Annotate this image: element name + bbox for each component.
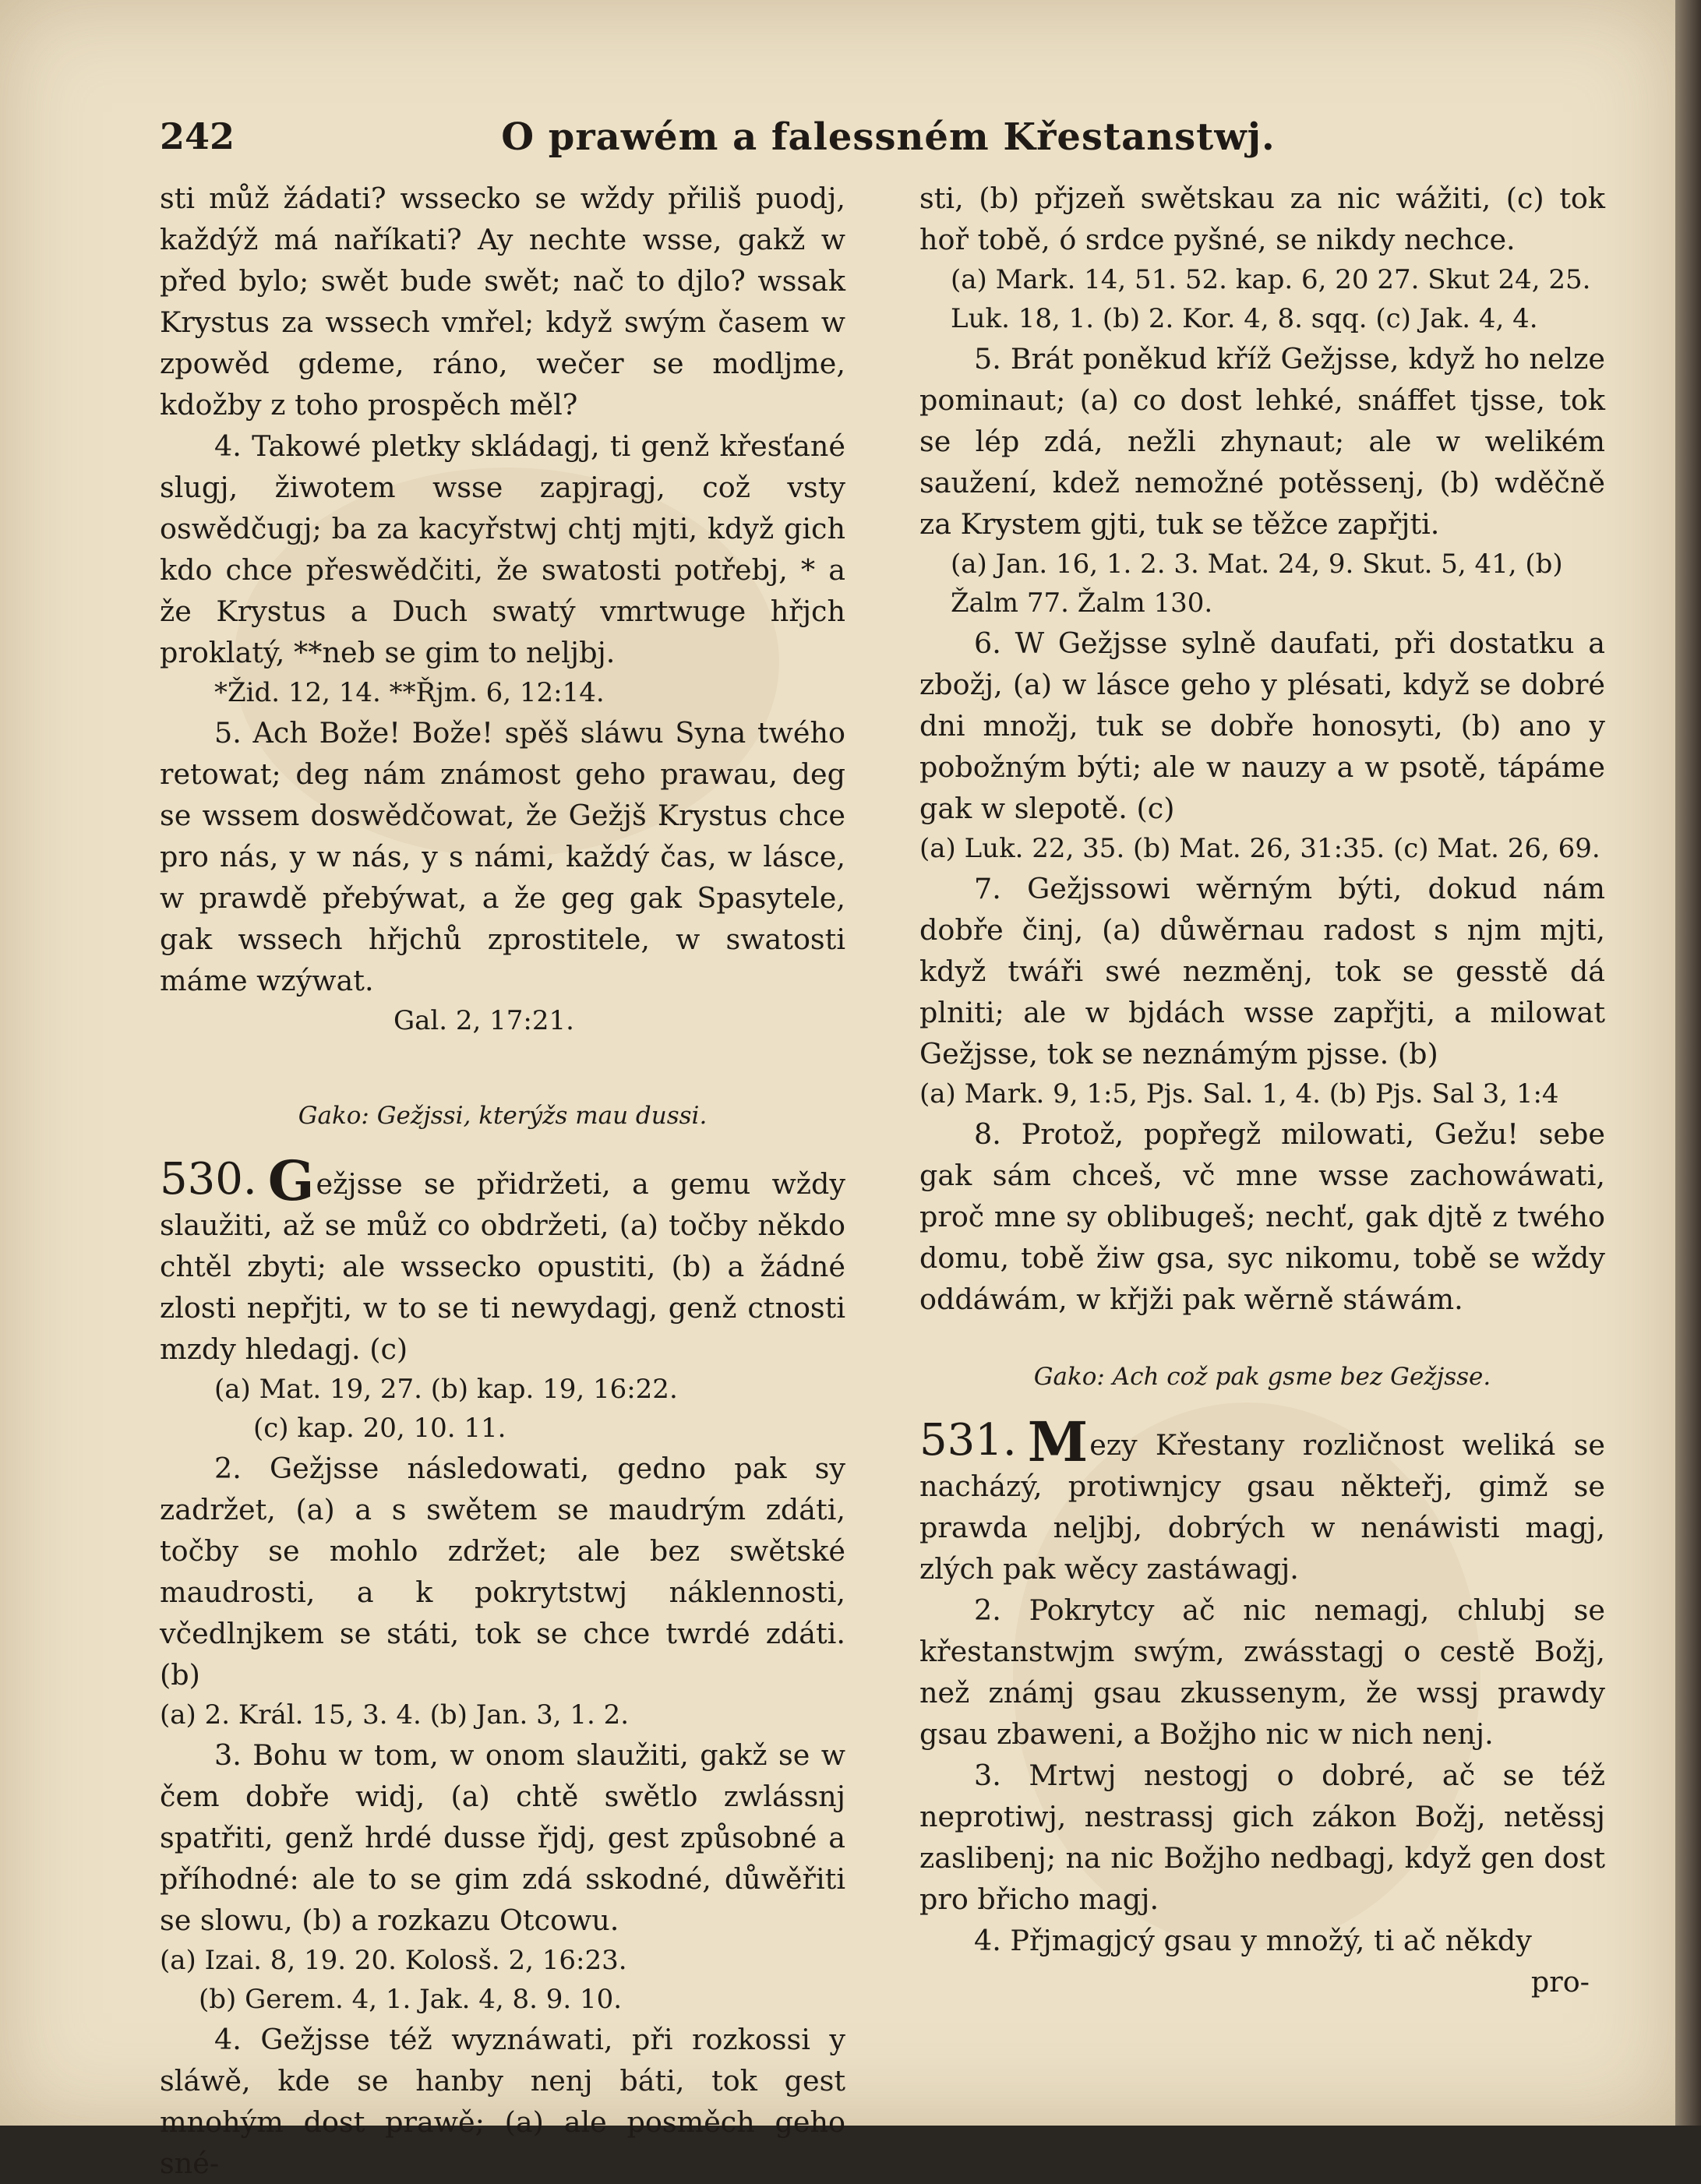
paragraph: sti, (b) přjzeň swětskau za nic wážiti, (c) tok hoř tobě, ó srdce pyšné, se nikdy nechce. (919, 182, 1605, 256)
paragraph: 5. Brát poněkud kříž Gežjsse, když ho nelze pominaut; (a) co dost lehké, snáffet tjsse, tok se lép zdá, nežli zhynaut; ale w welikém saužení, kdež nemožné potěssenj, (b) wděčně za Krystem gjti, tuk se těžce zapřjti. (919, 342, 1605, 541)
paragraph: sti můž žádati? wssecko se wždy přiliš puodj, každýž má naříkati? Ay nechte wsse, gakž w před bylo; swět bude swět; nač to djlo? wssak Krystus za wssech vmřel; když swým časem w zpowěd gdeme, ráno, wečer se modljme, kdožby z toho prospěch měl? (160, 182, 845, 422)
scripture-reference: (a) Izai. 8, 19. 20. Kolosš. 2, 16:23. (160, 1945, 627, 1976)
hymn-531-stanza-1 (919, 1410, 1605, 1589)
catchword: pro- (1530, 1965, 1590, 1999)
paragraph: 3. Bohu w tom, w onom slaužiti, gakž se w čem dobře widj, (a) chtě swětlo zwlássnj spatřiti, genž hrdé dusse řjdj, gest způsobné a příhodné: ale to se gim zdá sskodné, důwěřiti se slowu, (b) a rozkazu Otcowu. (160, 1738, 845, 1937)
paragraph: 4. Takowé pletky skládagj, ti genž křesťané slugj, žiwotem wsse zapjragj, což vsty oswědčugj; ba za kacyřstwj chtj mjti, když gich kdo chce přeswědčiti, že swatosti potřebj, * a že Krystus a Duch swatý vmrtwuge hřjch proklatý, **neb se gim to neljbj. (160, 429, 845, 669)
page-header (160, 115, 1617, 170)
paragraph: 5. Ach Bože! Bože! spěš sláwu Syna twého retowat; deg nám známost geho prawau, deg se wssem doswědčowat, že Gežjš Krystus chce pro nás, y w nás, y s námi, každý čas, w lásce, w prawdě přebýwat, a že geg gak Spasytele, gak wssech hřjchů zprostitele, w swatosti máme wzýwat. (160, 716, 845, 997)
paragraph: 2. Gežjsse následowati, gedno pak sy zadržet, (a) a s swětem se maudrým zdáti, točby se mohlo zdržet; ale bez swětské maudrosti, a k pokrytstwj náklennosti, včedlnjkem se státi, tok se chce twrdé zdáti. (b) (160, 1452, 845, 1692)
page-number: 242 (160, 115, 235, 157)
paragraph: 7. Gežjssowi wěrným býti, dokud nám dobře činj, (a) důwěrnau radost s njm mjti, když twáři swé nezměnj, tok se gesstě dá plniti; ale w bjdách wsse zapřjti, a milowat Gežjsse, tok se neznámým pjsse. (b) (919, 872, 1605, 1071)
scripture-reference: Gal. 2, 17:21. (393, 1005, 574, 1036)
right-column (919, 178, 1605, 2002)
scripture-reference: (a) Luk. 22, 35. (b) Mat. 26, 31:35. (c) Mat. 26, 69. (919, 833, 1600, 864)
paragraph: 2. Pokrytcy ač nic nemagj, chlubj se křestanstwjm swým, zwásstagj o cestě Božj, než známj gsau zkussenym, že wssj prawdy gsau zbaweni, a Božjho nic w nich nenj. (919, 1593, 1605, 1751)
scripture-reference: (a) Mat. 19, 27. (b) kap. 19, 16:22. (214, 1374, 678, 1405)
drop-cap: M (1027, 1410, 1089, 1474)
scripture-reference: *Žid. 12, 14. **Řjm. 6, 12:14. (214, 677, 605, 708)
paragraph: 4. Gežjsse též wyznáwati, při rozkossi y sláwě, kde se hanby nenj báti, tok gest mnohým dost prawě; (a) ale posměch geho sné- (160, 2023, 845, 2180)
hymn-530-stanza-1 (160, 1148, 845, 1370)
running-title: O prawém a falessném Křestanstwj. (501, 115, 1276, 159)
paragraph: 4. Přjmagjcý gsau y množý, ti ač někdy (974, 1924, 1532, 1957)
stanza-text: ezy Křestany rozličnost weliká se nacházý, protiwnjcy gsau někteřj, gimž se prawda neljbj, dobrých w nenáwisti magj, zlých pak wěcy zastáwagj. (919, 1428, 1605, 1586)
stanza-text: ežjsse se přidržeti, a gemu wždy slaužiti, až se můž co obdržeti, (a) točby někdo chtěl zbyti; ale wssecko opustiti, (b) a žádné zlosti nepřjti, w to se ti newydagj, genž ctnosti mzdy hledagj. (c) (160, 1167, 845, 1366)
paragraph: 8. Protož, popřegž milowati, Gežu! sebe gak sám chceš, vč mne wsse zachowáwati, proč mne sy oblibugeš; nechť, gak djtě z twého domu, tobě žiw gsa, syc nikomu, tobě se wždy oddáwám, w křjži pak wěrně stáwám. (919, 1117, 1605, 1316)
scripture-reference: (b) Gerem. 4, 1. Jak. 4, 8. 9. 10. (199, 1984, 623, 2015)
book-edge-shadow (1675, 0, 1701, 2126)
left-column (160, 178, 845, 2184)
hymn-number: 530. (160, 1154, 257, 1205)
hymn-tune-heading: Gako: Ach což pak gsme bez Gežjsse. (1033, 1363, 1491, 1391)
scripture-reference: (c) kap. 20, 10. 11. (253, 1413, 506, 1444)
paragraph: 3. Mrtwj nestogj o dobré, ač se též neprotiwj, nestrassj gich zákon Božj, netěssj zaslibenj; na nic Božjho nedbagj, když gen dost pro břicho magj. (919, 1759, 1605, 1916)
drop-cap: G (267, 1148, 315, 1213)
hymn-number: 531. (919, 1415, 1017, 1466)
hymn-tune-heading: Gako: Gežjssi, kterýžs mau dussi. (298, 1102, 708, 1130)
scripture-reference: (a) 2. Král. 15, 3. 4. (b) Jan. 3, 1. 2. (160, 1699, 630, 1731)
scripture-reference: (a) Mark. 9, 1:5, Pjs. Sal. 1, 4. (b) Pjs. Sal 3, 1:4 (919, 1078, 1559, 1110)
scripture-reference: (a) Mark. 14, 51. 52. kap. 6, 20 27. Skut 24, 25. Luk. 18, 1. (b) 2. Kor. 4, 8. sqq. (c) Jak. 4, 4. (951, 264, 1591, 334)
scripture-reference: (a) Jan. 16, 1. 2. 3. Mat. 24, 9. Skut. 5, 41, (b) Žalm 77. Žalm 130. (951, 549, 1563, 619)
paragraph: 6. W Gežjsse sylně daufati, při dostatku a zbožj, (a) w lásce geho y plésati, když se dobré dni množj, tuk se dobře honosyti, (b) ano y pobožným býti; ale w nauzy a w psotě, tápáme gak w slepotě. (c) (919, 626, 1605, 825)
